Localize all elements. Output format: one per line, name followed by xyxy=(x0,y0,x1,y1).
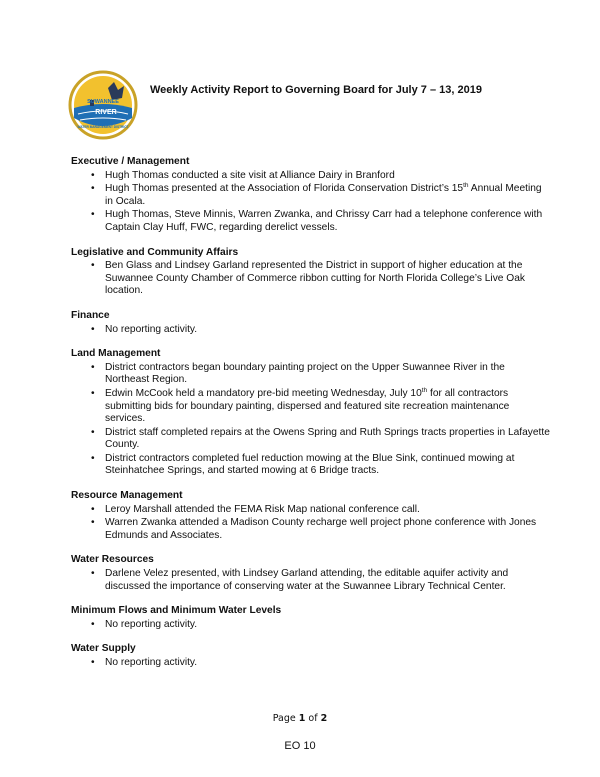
bullet-list xyxy=(71,362,551,478)
list-item: • Leroy Marshall attended the FEMA Risk Map national conference call. xyxy=(105,504,551,517)
section-legislative-community-affairs xyxy=(71,247,551,298)
logo-text-river: RIVER xyxy=(95,109,117,116)
logo-text-top: SUWANNEE xyxy=(87,99,119,105)
section-heading: Water Supply xyxy=(71,643,136,655)
list-item: • Ben Glass and Lindsey Garland represented the District in support of higher education at the Suwannee County Chamber of Commerce ribbon cutting for North Florida College’s Live Oak location. xyxy=(105,260,551,298)
bullet-list xyxy=(71,619,551,632)
list-item: • Hugh Thomas conducted a site visit at Alliance Dairy in Branford xyxy=(105,170,551,183)
page-number: Page 1 of 2 xyxy=(272,713,328,724)
district-logo-icon xyxy=(68,70,138,140)
section-heading: Finance xyxy=(71,309,110,321)
section-heading: Water Resources xyxy=(71,554,154,566)
section-minimum-flows-levels xyxy=(71,605,551,631)
logo-text-bottom: WATER MANAGEMENT DISTRICT xyxy=(77,125,129,129)
list-item: • District contractors began boundary painting project on the Upper Suwannee River in the Northeast Region. xyxy=(105,362,551,387)
section-land-management xyxy=(71,348,551,478)
section-water-supply xyxy=(71,643,551,669)
district-logo xyxy=(68,70,138,140)
bullet-list xyxy=(71,568,551,593)
section-heading: Legislative and Community Affairs xyxy=(71,246,239,258)
list-item: • No reporting activity. xyxy=(105,324,551,337)
section-heading: Resource Management xyxy=(71,490,183,502)
list-item: • District staff completed repairs at the Owens Spring and Ruth Springs tracts properties in Lafayette County. xyxy=(105,427,551,452)
bullet-list xyxy=(71,504,551,543)
section-heading: Land Management xyxy=(71,348,161,360)
list-item: • No reporting activity. xyxy=(105,657,551,670)
document-code: EO 10 xyxy=(284,740,316,752)
list-item: • Hugh Thomas, Steve Minnis, Warren Zwanka, and Chrissy Carr had a telephone conference with Captain Clay Huff, FWC, regarding derelict vessels. xyxy=(105,209,551,234)
section-finance xyxy=(71,310,551,336)
bullet-list xyxy=(71,324,551,337)
bullet-list xyxy=(71,657,551,670)
section-resource-management xyxy=(71,490,551,542)
list-item: • Hugh Thomas presented at the Association of Florida Conservation District’s 15th Annual Meeting in Ocala. xyxy=(105,183,551,208)
list-item: • Warren Zwanka attended a Madison County recharge well project phone conference with Jones Edmunds and Associates. xyxy=(105,517,551,542)
list-item: • Edwin McCook held a mandatory pre-bid meeting Wednesday, July 10th for all contractors submitting bids for boundary painting, dispersed and featured site recreation maintenance services. xyxy=(105,388,551,426)
section-water-resources xyxy=(71,554,551,593)
bullet-list xyxy=(71,170,551,235)
report-title: Weekly Activity Report to Governing Board for July 7 – 13, 2019 xyxy=(150,84,482,96)
section-heading: Executive / Management xyxy=(71,156,190,167)
list-item: • Darlene Velez presented, with Lindsey Garland attending, the editable aquifer activity and discussed the importance of conserving water at the Suwannee Library Technical Center. xyxy=(105,568,551,593)
bullet-list xyxy=(71,260,551,298)
section-heading: Minimum Flows and Minimum Water Levels xyxy=(71,605,282,617)
report-body xyxy=(71,156,551,682)
report-header xyxy=(68,70,588,140)
list-item: • No reporting activity. xyxy=(105,619,551,632)
section-executive-management xyxy=(71,156,551,235)
list-item: • District contractors completed fuel reduction mowing at the Blue Sink, continued mowing at Steinhatchee Springs, and started mowing at 6 Bridge tracts. xyxy=(105,453,551,478)
